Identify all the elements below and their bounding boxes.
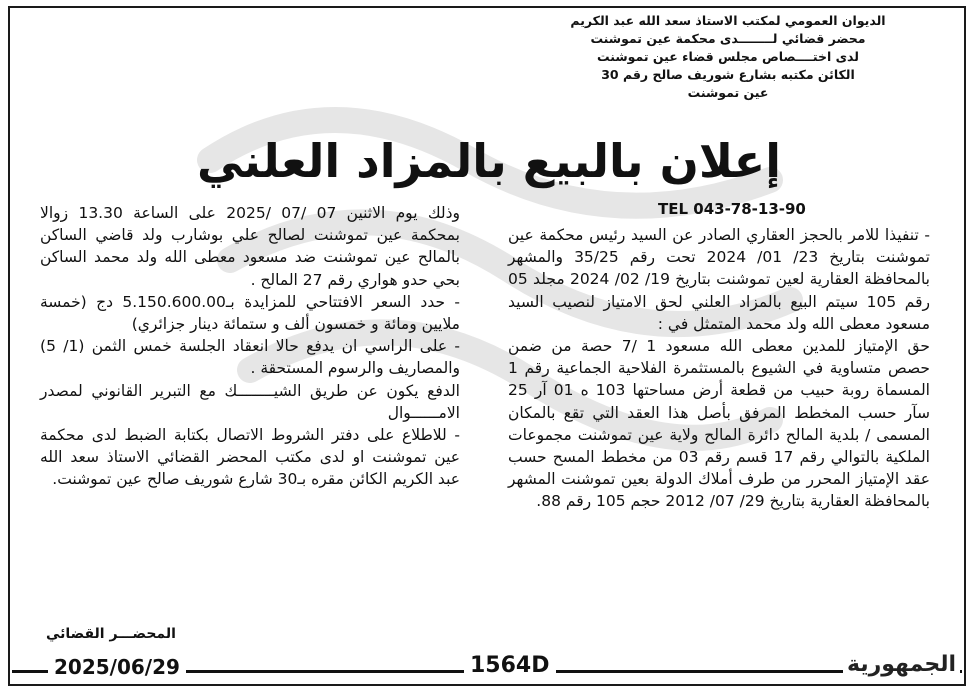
page-footer (8, 652, 966, 686)
paragraph: حق الإمتياز للمدين معطى الله مسعود 1 /7 حصة من ضمن حصص متساوية في الشيوع بالمستثمرة الفلاحية الجماعية رقم 1 المسماة روبة حبيب من قطعة أرض مساحتها 103 ه 01 آر 25 سآر حسب المخطط المرفق بأصل هذا العقد التي تقع بالمكان المسمى / بلدية المالح دائرة المالح ولاية عين تموشنت مجموعات الملكية بالتوالي رقم 17 قسم رقم 03 من مخطط المسح حسب عقد الإمتياز المحرر من طرف أملاك الدولة بعين تموشنت المشهر بالمحافظة العقارية بتاريخ 29/ 07/ 2012 حجم 105 رقم 88. (508, 337, 931, 511)
notice-title: إعلان بالبيع بالمزاد العلني (197, 134, 781, 188)
newspaper-logo: الجمهورية (843, 652, 960, 677)
paragraph: - تنفيذا للامر بالحجز العقاري الصادر عن السيد رئيس محكمة عين تموشنت بتاريخ 23/ 01/ 2024 تحت رقم 35/25 والمشهر بالمحافظة العقارية لعين تموشنت بتاريخ 19/ 02/ 2024 مجلد 05 رقم 105 سيتم البيع بالمزاد العلني لحق الامتياز لنصيب السيد مسعود معطى الله ولد محمد المتمثل في : (508, 226, 930, 333)
telephone-number: TEL 043-78-13-90 (658, 200, 806, 218)
paragraph: - على الراسي ان يدفع حالا انعقاد الجلسة خمس الثمن (1/ 5) والمصاريف والرسوم المستحقة . (40, 337, 460, 378)
paragraph: - حدد السعر الافتتاحي للمزايدة بـ5.150.600.00 دج (خمسة ملايين ومائة و خمسون ألف و ستمائة دينار جزائري) (40, 292, 460, 334)
paragraph: وذلك يوم الاثنين 07 /07 /2025 على الساعة 13.30 زوالا بمحكمة عين تموشنت لصالح علي بوشارب ولد قاضي الساكن بالمالح عين تموشنت ضد مسعود معطى الله ولد محمد الساكن بحي حدو هواري رقم 27 المالح . (40, 204, 461, 289)
notice-code: 1564D (464, 653, 556, 678)
header-line: لدى اختــــصاص مجلس قضاء عين تموشنت (597, 49, 859, 64)
paragraph: - للاطلاع على دفتر الشروط الاتصال بكتابة الضبط لدى محكمة عين تموشنت او لدى مكتب المحضر القضائي الاستاذ سعد الله عبد الكريم الكائن مقره بـ30 شارع شوريف صالح عين تموشنت. (40, 426, 460, 489)
header-line: عين تموشنت (687, 85, 769, 100)
header-line: الديوان العمومي لمكتب الاستاذ سعد الله عبد الكريم (570, 13, 886, 28)
header-line: الكائن مكتبه بشارع شوريف صالح رقم 30 (601, 67, 855, 82)
bailiff-office-header (518, 12, 938, 102)
header-line: محضر قضائي لــــــــدى محكمة عين تموشنت (590, 31, 866, 46)
left-column (40, 202, 460, 491)
right-column (508, 224, 930, 513)
publication-date: 2025/06/29 (48, 655, 186, 679)
signature: المحضـــر القضائي (46, 626, 176, 642)
paragraph: الدفع يكون عن طريق الشيــــــــك مع التبرير القانوني لمصدر الامــــــوال (40, 381, 460, 422)
